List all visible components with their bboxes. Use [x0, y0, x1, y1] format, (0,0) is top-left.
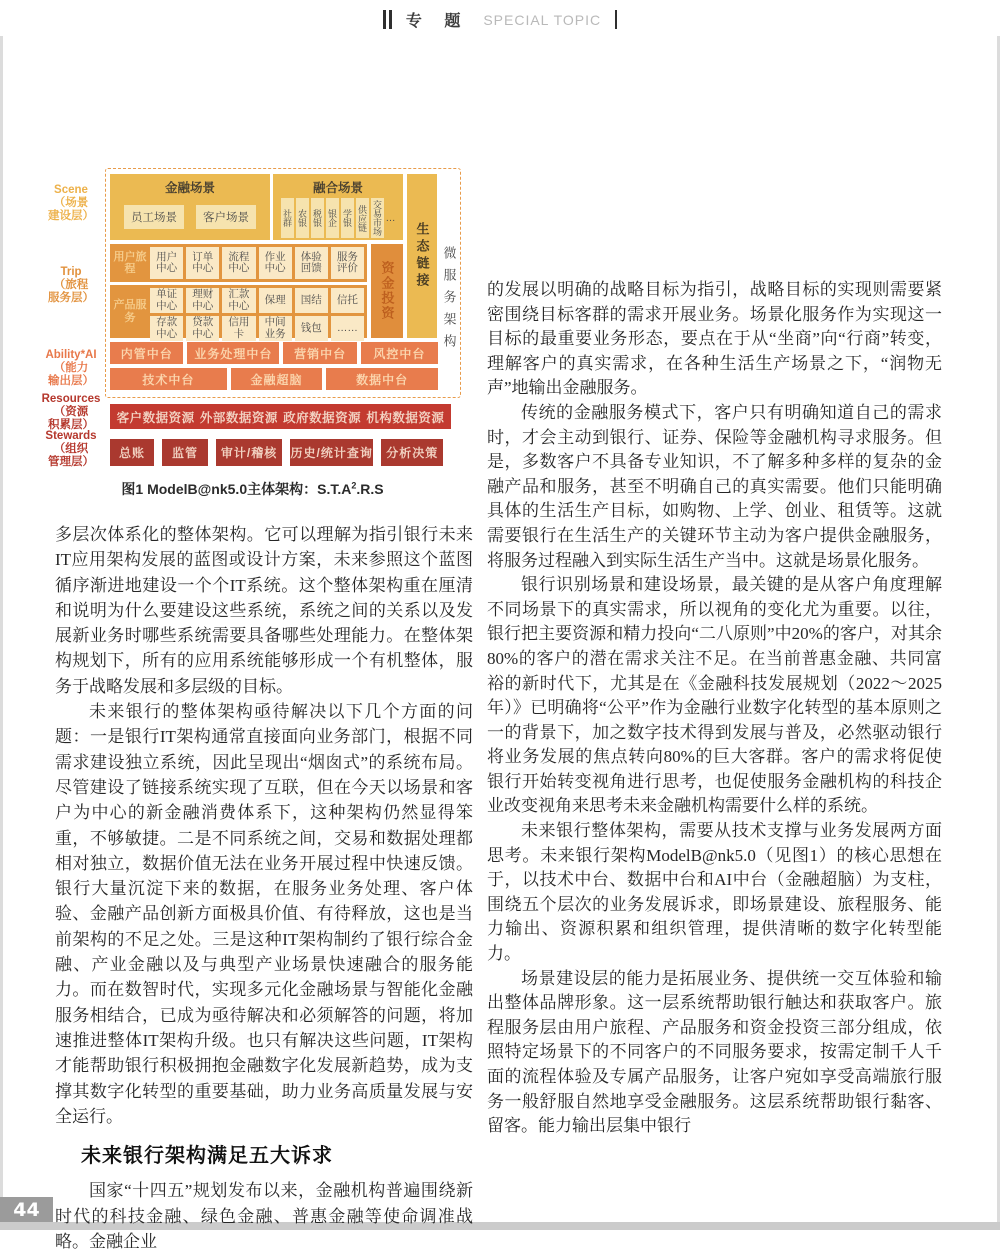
trip-journey-row — [110, 244, 367, 282]
steward-block: 历史/统计查询 — [290, 439, 373, 466]
ability-platform-block: 内管中台 — [110, 342, 183, 364]
page-header — [0, 8, 1000, 31]
finance-scene-item: 员工场景 — [124, 205, 184, 229]
page-edge-left — [0, 36, 3, 1230]
investment-label: 资金投资 — [379, 261, 395, 321]
eco-link-bar — [407, 174, 437, 338]
layer-label-line: Scene — [54, 184, 88, 196]
ability-platform-block: 风控中台 — [361, 342, 438, 364]
trip-product-label: 产品服务 — [113, 299, 147, 324]
layer-label-line: （场景 — [53, 197, 89, 209]
scene-finance-title: 金融场景 — [164, 181, 215, 195]
steward-block: 总账 — [110, 439, 154, 466]
steward-block: 监管 — [162, 439, 208, 466]
fusion-scene-item: 税银 — [311, 198, 324, 238]
left-paragraph-3: 国家“十四五”规划发布以来，金融机构普遍围绕新时代的科技金融、绿色金融、普惠金融等使命调准战略。金融企业 — [55, 1181, 473, 1252]
resource-item: 政府数据资源 — [283, 410, 362, 425]
ability-platform-block: 技术中台 — [110, 368, 227, 390]
layer-label-resources — [38, 393, 104, 432]
product-center-box: 单证中心 — [150, 288, 183, 313]
fusion-scene-item: 学银 — [341, 198, 354, 238]
investment-bar — [371, 244, 403, 338]
layer-label-line: Ability*AI — [45, 349, 97, 361]
trip-journey-label: 用户旅程 — [113, 250, 147, 275]
product-center-box: 钱包 — [295, 316, 328, 341]
left-section-heading: 未来银行架构满足五大诉求 — [81, 1145, 333, 1168]
ability-platform-block: 数据中台 — [326, 368, 438, 390]
right-paragraph-3: 未来银行整体架构，需要从技术支撑与业务发展两方面思考。未来银行架构ModelB@nk5.0（见图1）的核心思想在于，以技术中台、数据中台和AI中台（金融超脑）为支柱，围绕五个层次的业务发展诉求，即场景建设、旅程服务、能力输出、资源积累和组织管理，提供清晰的数字化转型能力。 — [487, 821, 942, 964]
journey-center-box: 体验回馈 — [295, 247, 328, 279]
product-center-box: 中间业务 — [259, 316, 292, 341]
header-single-bar-icon — [615, 10, 617, 29]
product-center-box: 理财中心 — [186, 288, 219, 313]
resource-item: 外部数据资源 — [199, 410, 278, 425]
layer-label-line: （能力 — [53, 362, 89, 374]
layer-label-line: 建设层） — [48, 210, 94, 222]
right-paragraph-0: 的发展以明确的战略目标为指引，战略目标的实现则需要紧密围绕目标客群的需求开展业务。场景化服务作为实现这一目标的最重要业务形态，要点在于从“坐商”向“行商”转变，理解客户的真实需求，在各种生活生产场景之下，“润物无声”地输出金融服务。 — [487, 280, 942, 398]
finance-scene-item: 客户场景 — [196, 205, 256, 229]
steward-block: 分析决策 — [381, 439, 443, 466]
figure-caption — [40, 479, 465, 499]
product-center-box: 汇款中心 — [222, 288, 255, 313]
figure-caption-sup: 2 — [351, 480, 357, 491]
scene-fusion-block — [273, 174, 403, 240]
journey-center-box: 订单中心 — [186, 247, 219, 279]
left-paragraph-1: 未来银行的整体架构亟待解决以下几个方面的问题：一是银行IT架构通常直接面向业务部门，根据不同需求建设独立系统，因此呈现出“烟囱式”的系统布局。尽管建设了链接系统实现了互联，但在今天以场景和客户为中心的新金融消费体系下，这种架构仍然显得笨重，不够敏捷。二是不同系统之间，交易和数据处理都相对独立，数据价值无法在业务开展过程中快速反馈。银行大量沉淀下来的数据，在服务业务处理、客户体验、金融产品创新方面极具价值、有待释放，这也是当前架构的不足之处。三是这种IT架构制约了银行综合金融、产业金融以及与典型产业场景快速融合的服务能力。而在数智时代，实现多元化金融场景与智能化金融服务相结合，已成为亟待解决和必须解答的问题，将加速推进整体IT架构升级。也只有解决这些问题，IT架构才能帮助银行积极拥抱金融数字化发展新趋势，成为支撑其数字化转型的重要基础，助力业务高质量发展与安全运行。 — [55, 702, 473, 1126]
layer-label-line: 积累层） — [48, 419, 94, 431]
layer-label-ability — [38, 349, 104, 388]
layer-label-scene — [38, 184, 104, 223]
product-center-box: 信托 — [331, 288, 364, 313]
left-text-column — [55, 522, 473, 1254]
figure-caption-text: 图1 ModelB@nk5.0主体架构：S.T.A — [121, 481, 352, 497]
product-center-box: 贷款中心 — [186, 316, 219, 341]
product-center-box: 保理 — [259, 288, 292, 313]
product-center-box: 国结 — [295, 288, 328, 313]
layer-label-line: （组织 — [53, 443, 89, 455]
left-paragraph-0: 多层次体系化的整体架构。它可以理解为指引银行未来IT应用架构发展的蓝图或设计方案，未来参照这个蓝图循序渐进地建设一个个IT系统。这个整体架构重在厘清和说明为什么要建设这些系统，系统之间的关系以及发展新业务时哪些系统需要具备哪些处理能力。在整体架构规划下，所有的应用系统能够形成一个有机整体，服务于战略发展和多层级的目标。 — [55, 525, 473, 696]
right-paragraph-1: 传统的金融服务模式下，客户只有明确知道自己的需求时，才会主动到银行、证券、保险等金融机构寻求服务。但是，多数客户不具备专业知识，不了解多种多样的复杂的金融产品和服务，甚至不明确自己的真实需要。他们只能明确具体的生活生产目标，如购物、上学、创业、租赁等。这就需要银行在生活生产的关键环节主动为客户提供金融服务，将服务过程融入到实际生活生产当中。这就是场景化服务。 — [487, 402, 942, 570]
journey-center-box: 作业中心 — [259, 247, 292, 279]
fusion-items — [273, 198, 403, 238]
layer-label-line: Stewards — [45, 430, 97, 442]
product-center-box: 存款中心 — [150, 316, 183, 341]
fusion-scene-item: 交易市场 — [372, 200, 382, 236]
header-title-en: SPECIAL TOPIC — [483, 11, 602, 28]
journey-center-box: 用户中心 — [150, 247, 183, 279]
journey-center-box: 服务评价 — [331, 247, 364, 279]
layer-label-line: Resources — [41, 393, 101, 405]
steward-block: 审计/稽核 — [216, 439, 282, 466]
layer-label-line: （资源 — [53, 406, 89, 418]
resource-item: 客户数据资源 — [116, 410, 195, 425]
header-double-bar-icon — [383, 10, 392, 29]
page-number: 44 — [0, 1197, 53, 1222]
layer-label-stewards — [38, 430, 104, 469]
fusion-scene-item: 供应链 — [356, 198, 369, 238]
trip-product-row — [110, 285, 367, 338]
figure-caption-suffix: .R.S — [356, 481, 384, 497]
fusion-scene-item: 社群 — [281, 198, 294, 238]
scene-finance-block — [110, 174, 270, 240]
fusion-scene-item: 农银 — [296, 198, 309, 238]
figure-modelbank-architecture — [40, 166, 465, 469]
ability-platform-block: 营销中台 — [283, 342, 356, 364]
right-paragraph-2: 银行识别场景和建设场景，最关键的是从客户角度理解不同场景下的真实需求，所以视角的变化尤为重要。以往，银行把主要资源和精力投向“二八原则”中20%的客户，对其余80%的客户的潜在需求关注不足。在当前普惠金融、共同富裕的新时代下，尤其是在《金融科技发展规划（2022～2025年）》已明确将“公平”作为金融行业数字化转型的基本原则之一的背景下，加之数字技术得到发展与普及，必然驱动银行将业务发展的焦点转向80%的巨大客群。客户的需求将促使银行开始转变视角进行思考，也促使服务金融机构的科技企业改变视角来思考未来金融机构需要什么样的系统。 — [487, 575, 942, 816]
microservice-architecture-label: 微服务架构 — [441, 246, 457, 356]
stewards-row — [110, 439, 443, 466]
eco-link-label: 生态链接 — [414, 222, 430, 290]
resource-item: 机构数据资源 — [366, 410, 445, 425]
fusion-ellipsis: … — [385, 212, 396, 224]
ability-platform-block: 业务处理中台 — [187, 342, 279, 364]
layer-label-line: 服务层） — [48, 292, 94, 304]
microservice-architecture-label-wrap — [439, 221, 459, 381]
ability-platform-block: 金融超脑 — [231, 368, 322, 390]
fusion-scene-item: 银企 — [326, 198, 339, 238]
right-text-column — [487, 278, 942, 1139]
layer-label-line: Trip — [60, 266, 82, 278]
header-title-cn: 专 题 — [405, 13, 470, 30]
journey-center-box: 流程中心 — [222, 247, 255, 279]
product-center-box: …… — [331, 316, 364, 341]
product-center-box: 信用卡 — [222, 316, 255, 341]
layer-label-line: （旅程 — [53, 279, 89, 291]
resources-bar — [110, 404, 451, 429]
layer-label-line: 管理层） — [48, 456, 94, 468]
layer-label-trip — [38, 266, 104, 305]
right-paragraph-4: 场景建设层的能力是拓展业务、提供统一交互体验和输出整体品牌形象。这一层系统帮助银行触达和获取客户。旅程服务层由用户旅程、产品服务和资金投资三部分组成，依照特定场景下的不同客户的不同服务要求，按需定制千人千面的流程体验及专属产品服务，让客户宛如享受高端旅行服务一般舒服自然地享受金融服务。这层系统帮助银行黏客、留客。能力输出层集中银行 — [487, 968, 942, 1136]
scene-fusion-title: 融合场景 — [312, 181, 363, 195]
layer-label-line: 输出层） — [48, 375, 94, 387]
